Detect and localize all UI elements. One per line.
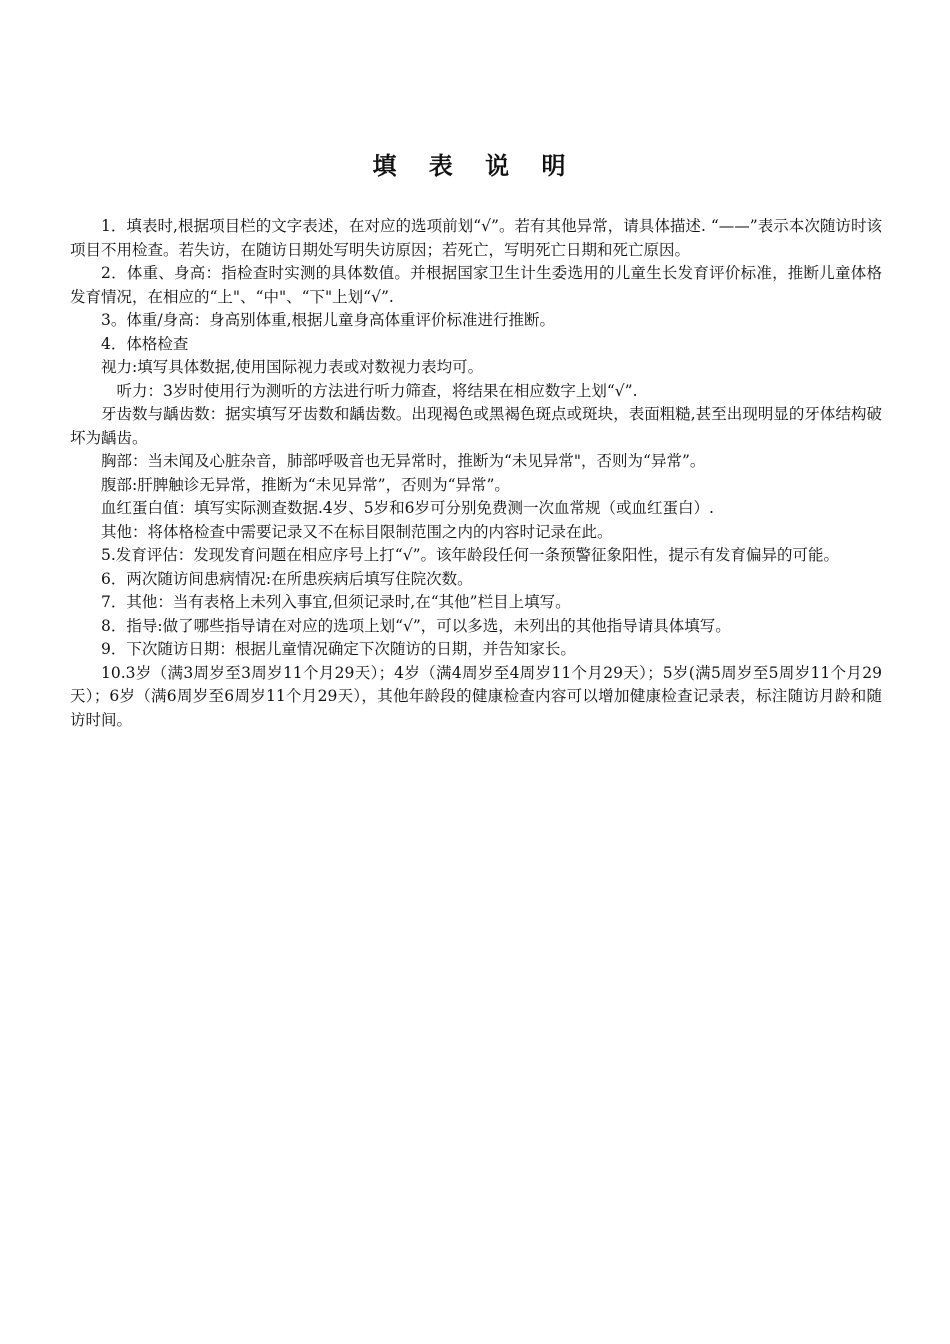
instructions-body bbox=[70, 215, 882, 732]
paragraph-weight-for-height: 3。体重/身高：身高别体重,根据儿童身高体重评价标准进行推断。 bbox=[101, 311, 556, 329]
paragraph-other: 7．其他：当有表格上未列入事宜,但须记录时,在“其他”栏目上填写。 bbox=[101, 593, 571, 611]
paragraph-illness-between-visits: 6．两次随访间患病情况:在所患疾病后填写住院次数。 bbox=[101, 569, 473, 588]
paragraph-vision: 视力:填写具体数据,使用国际视力表或对数视力表均可。 bbox=[101, 358, 484, 376]
paragraph-hemoglobin: 血红蛋白值：填写实际测查数据.4岁、5岁和6岁可分别免费测一次血常规（或血红蛋白）. bbox=[101, 499, 714, 517]
paragraph-weight-height: 2．体重、身高：指检查时实测的具体数值。并根据国家卫生计生委选用的儿童生长发育评价标准，推断儿童体格发育情况，在相应的“上"、“中"、“下"上划“√”. bbox=[70, 264, 882, 306]
paragraph-hearing: 听力：3岁时使用行为测听的方法进行听力筛查，将结果在相应数字上划“√”. bbox=[116, 381, 638, 400]
paragraph-development-assessment: 5.发育评估：发现发育问题在相应序号上打“√”。该年龄段任何一条预警征象阳性，提示有发育偏异的可能。 bbox=[101, 546, 840, 564]
paragraph-guidance: 8．指导:做了哪些指导请在对应的选项上划“√”，可以多选，未列出的其他指导请具体填写。 bbox=[101, 616, 731, 635]
paragraph-other-exam: 其他：将体格检查中需要记录又不在标目限制范围之内的内容时记录在此。 bbox=[101, 522, 613, 541]
paragraph-chest: 胸部：当未闻及心脏杂音，肺部呼吸音也无异常时，推断为“未见异常"，否则为“异常”。 bbox=[101, 452, 706, 470]
paragraph-age-groups: 10.3岁（满3周岁至3周岁11个月29天）；4岁（满4周岁至4周岁11个月29天）；5岁(满5周岁至5周岁11个月29天）；6岁（满6周岁至6周岁11个月29天），其他年龄段的健康检查内容可以增加健康检查记录表，标注随访月龄和随访时间。 bbox=[70, 663, 882, 729]
paragraph-teeth: 牙齿数与龋齿数：据实填写牙齿数和龋齿数。出现褐色或黑褐色斑点或斑块，表面粗糙,甚至出现明显的牙体结构破坏为龋齿。 bbox=[70, 405, 882, 447]
paragraph-abdomen: 腹部:肝脾触诊无异常，推断为“未见异常”，否则为“异常”。 bbox=[101, 475, 510, 494]
page-title: 填 表 说 明 bbox=[372, 152, 578, 180]
paragraph-physical-exam-heading: 4．体格检查 bbox=[101, 334, 189, 353]
paragraph-fill-method: 1．填表时,根据项目栏的文字表述，在对应的选项前划“√”。若有其他异常，请具体描述. “——”表示本次随访时该项目不用检查。若失访，在随访日期处写明失访原因；若死亡，写明死亡日期和死亡原因。 bbox=[70, 217, 882, 259]
paragraph-next-visit: 9．下次随访日期：根据儿童情况确定下次随访的日期，并告知家长。 bbox=[101, 640, 576, 658]
